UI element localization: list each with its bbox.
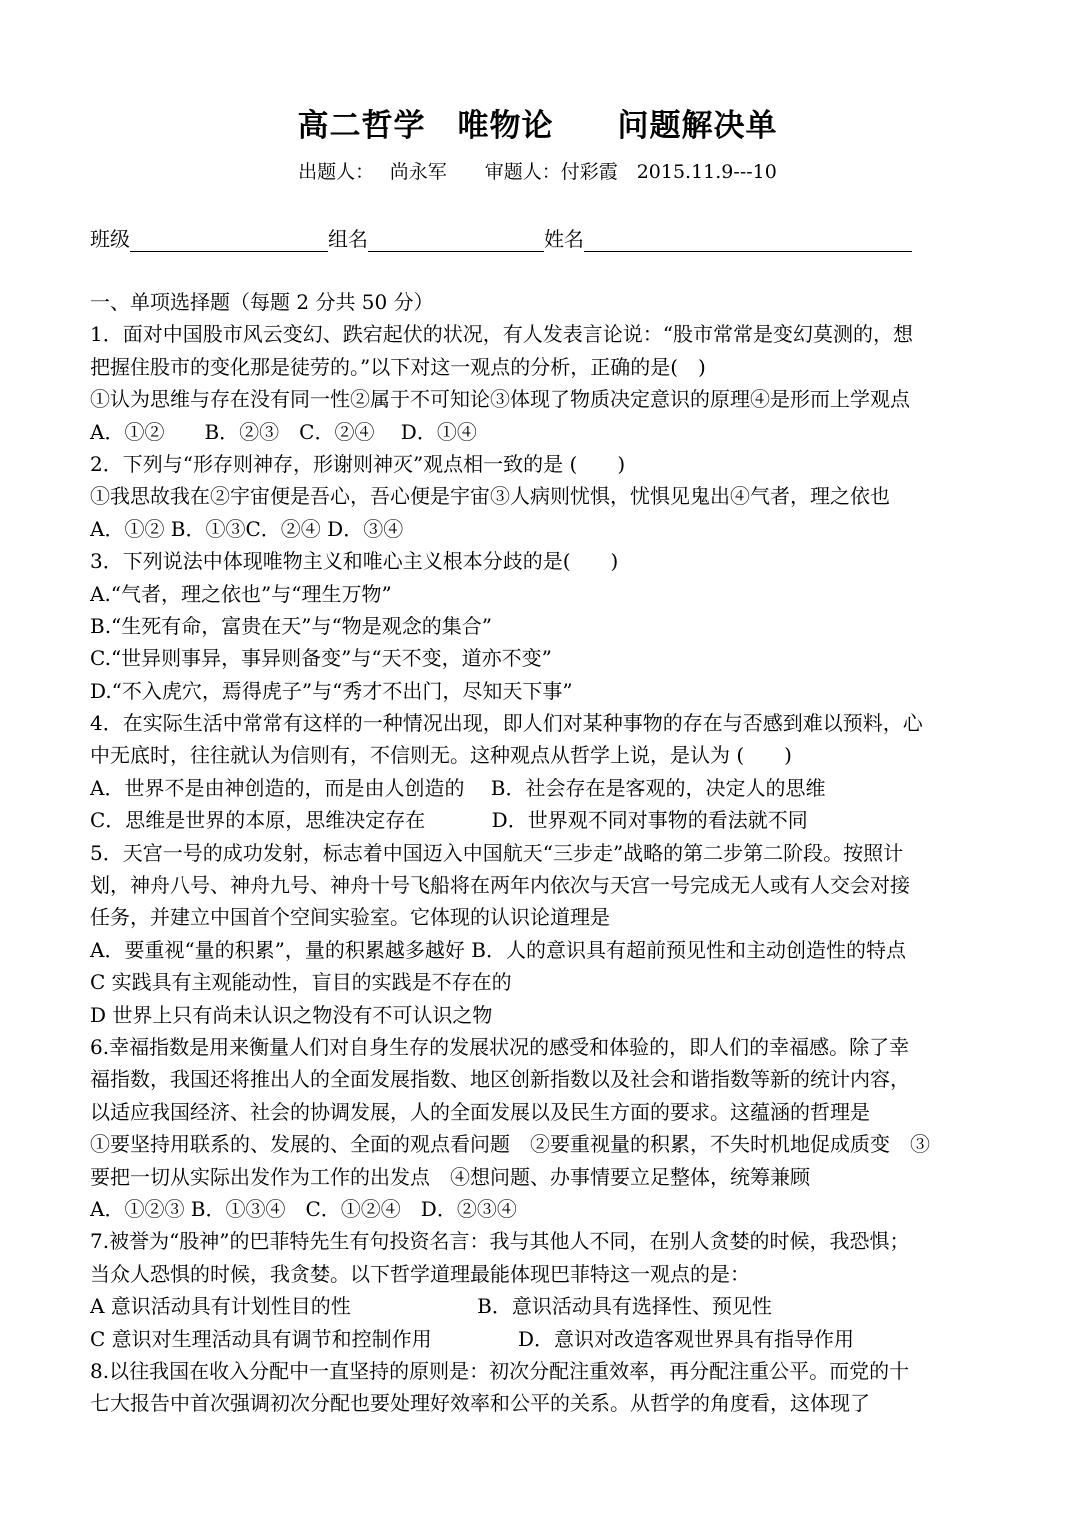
question-7-stem: 7.被誉为“股神”的巴菲特先生有句投资名言：我与其他人不同，在别人贪婪的时候，我恐惧；: [90, 1229, 910, 1254]
group-label: 组名: [328, 227, 368, 251]
question-6-statements: ①要坚持用联系的、发展的、全面的观点看问题 ②要重视量的积累，不失时机地促成质变 ③: [90, 1132, 930, 1157]
question-5-option-d: D 世界上只有尚未认识之物没有不可认识之物: [90, 1002, 493, 1027]
question-2-statements: ①我思故我在②宇宙便是吾心，吾心便是宇宙③人病则忧惧，忧惧见鬼出④气者，理之依也: [90, 484, 890, 509]
question-body: [90, 286, 1000, 1420]
question-6-stem-end: 以适应我国经济、社会的协调发展，人的全面发展以及民生方面的要求。这蕴涵的哲理是: [90, 1099, 870, 1124]
question-7-options-ab: A 意识活动具有计划性目的性 B．意识活动具有选择性、预见性: [90, 1294, 772, 1319]
question-3-option-d: D.“不入虎穴，焉得虎子”与“秀才不出门，尽知天下事”: [90, 678, 573, 703]
question-2-options: A．①② B．①③C．②④ D．③④: [90, 516, 404, 541]
class-label: 班级: [90, 227, 130, 251]
question-2-stem: 2．下列与“形存则神存，形谢则神灭”观点相一致的是 ( ): [90, 451, 626, 476]
question-5-stem-cont: 划，神舟八号、神舟九号、神舟十号飞船将在两年内依次与天宫一号完成无人或有人交会对接: [90, 873, 910, 898]
question-5-stem: 5．天宫一号的成功发射，标志着中国迈入中国航天“三步走”战略的第二步第二阶段。按照计: [90, 840, 904, 865]
author-line: 出题人： 尚永军 审题人：付彩霞 2015.11.9---10: [298, 161, 777, 183]
question-5-option-c: C 实践具有主观能动性，盲目的实践是不存在的: [90, 970, 512, 995]
question-1-stem: 1．面对中国股市风云变幻、跌宕起伏的状况，有人发表言论说：“股市常常是变幻莫测的，想: [90, 322, 913, 347]
class-blank[interactable]: [130, 227, 328, 252]
question-5-stem-end: 任务，并建立中国首个空间实验室。它体现的认识论道理是: [90, 905, 610, 930]
question-4-stem-cont: 中无底时，往往就认为信则有，不信则无。这种观点从哲学上说，是认为 ( ): [90, 743, 792, 768]
question-7-stem-cont: 当众人恐惧的时候，我贪婪。以下哲学道理最能体现巴菲特这一观点的是：: [90, 1261, 750, 1286]
question-1-stem-cont: 把握住股市的变化那是徒劳的。”以下对这一观点的分析，正确的是( ): [90, 354, 706, 379]
name-label: 姓名: [544, 227, 584, 251]
question-3-option-b: B.“生死有命，富贵在天”与“物是观念的集合”: [90, 613, 492, 638]
question-8-stem-cont: 七大报告中首次强调初次分配也要处理好效率和公平的关系。从哲学的角度看，这体现了: [90, 1391, 870, 1416]
question-1-options: A．①② B．②③ C．②④ D．①④: [90, 419, 477, 444]
page-title: 高二哲学 唯物论 问题解决单: [297, 108, 778, 144]
question-6-stem-cont: 福指数，我国还将推出人的全面发展指数、地区创新指数以及社会和谐指数等新的统计内容，: [90, 1067, 910, 1092]
question-4-options-cd: C．思维是世界的本原，思维决定存在 D．世界观不同对事物的看法就不同: [90, 808, 808, 833]
question-6-options: A．①②③ B．①③④ C．①②④ D．②③④: [90, 1196, 517, 1221]
question-6-statements-cont: 要把一切从实际出发作为工作的出发点 ④想问题、办事情要立足整体，统筹兼顾: [90, 1164, 810, 1189]
question-8-stem: 8.以往我国在收入分配中一直坚持的原则是：初次分配注重效率，再分配注重公平。而党的十: [90, 1358, 910, 1383]
question-4-options-ab: A．世界不是由神创造的，而是由人创造的 B．社会存在是客观的，决定人的思维: [90, 775, 826, 800]
question-5-options-ab: A．要重视“量的积累”，量的积累越多越好 B．人的意识具有超前预见性和主动创造性的特点: [90, 937, 906, 962]
question-7-options-cd: C 意识对生理活动具有调节和控制作用 D．意识对改造客观世界具有指导作用: [90, 1326, 855, 1351]
name-blank[interactable]: [584, 227, 912, 252]
question-4-stem: 4．在实际生活中常常有这样的一种情况出现，即人们对某种事物的存在与否感到难以预料，心: [90, 711, 923, 736]
question-6-stem: 6.幸福指数是用来衡量人们对自身生存的发展状况的感受和体验的，即人们的幸福感。除了幸: [90, 1034, 910, 1059]
question-3-option-c: C.“世异则事异，事异则备变”与“天不变，道亦不变”: [90, 646, 552, 671]
question-3-stem: 3．下列说法中体现唯物主义和唯心主义根本分歧的是( ): [90, 549, 619, 574]
section-heading: 一、单项选择题（每题 2 分共 50 分）: [90, 290, 434, 314]
student-info-row: [90, 222, 912, 252]
question-3-option-a: A.“气者，理之依也”与“理生万物”: [90, 581, 392, 606]
group-blank[interactable]: [368, 227, 544, 252]
question-1-statements: ①认为思维与存在没有同一性②属于不可知论③体现了物质决定意识的原理④是形而上学观点: [90, 387, 910, 412]
